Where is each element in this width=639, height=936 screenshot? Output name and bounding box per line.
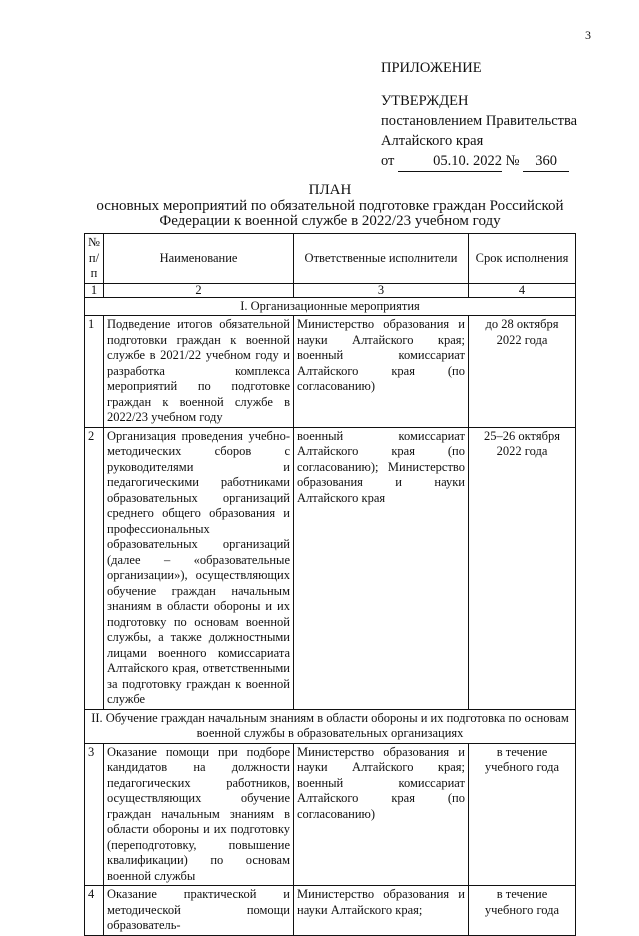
title-line-2: основных мероприятий по обязательной подготовке граждан Российской [96,197,564,214]
table-row [85,427,576,709]
row-term: в течение учебного года [469,886,576,936]
col-number: 2 [104,283,294,297]
section-row [85,709,576,743]
title-line-1: ПЛАН [308,182,352,198]
row-executors: военный комиссариат Алтайского края (по согласованию); Министерство образования и науки Алтайского края [294,427,469,709]
approval-line-2: Алтайского края [381,133,484,149]
header-executors: Ответственные исполнители [294,234,469,284]
row-name: Оказание помощи при подборе кандидатов на должности педагогических работников, осуществляющих обучение граждан начальным знаниям в области обороны и их подготовку (переподготовку, повышение квалификации) по основам военной службы [104,743,294,886]
table-row [85,886,576,936]
row-name: Оказание практической и методической помощи образователь- [104,886,294,936]
row-executors: Министерство образования и науки Алтайского края; военный комиссариат Алтайского края (по согласованию) [294,743,469,886]
column-number-row [85,283,576,297]
row-term: в течение учебного года [469,743,576,886]
appendix-label: ПРИЛОЖЕНИЕ [381,60,482,76]
header-term: Срок исполнения [469,234,576,284]
section-row [85,297,576,316]
table-row [85,743,576,886]
approved-label: УТВЕРЖДЕН [381,93,469,109]
approval-block [381,58,577,172]
row-executors: Министерство образования и науки Алтайского края; военный комиссариат Алтайского края (по согласованию) [294,316,469,428]
table-header-row [85,234,576,284]
page-number: 3 [585,28,591,42]
row-term: до 28 октября 2022 года [469,316,576,428]
row-number: 1 [85,316,104,428]
from-label: от [381,153,395,169]
table-row [85,316,576,428]
decree-number: 360 [523,151,569,172]
title-line-3: Федерации к военной службе в 2022/23 учебном году [159,213,501,229]
row-name: Организация проведения учебно-методических сборов с руководителями и педагогическими работниками образовательных организаций среднего общего образования и профессиональных образовательных организаций (далее – «образовательные организации»), осуществляющих обучение граждан начальным знаниям в области обороны и их подготовку по основам военной службы, а также должностными лицами военного комиссариата Алтайского края, ответственными за подготовку граждан к военной службе [104,427,294,709]
header-number: № п/п [85,234,104,284]
col-number: 1 [85,283,104,297]
plan-table [84,233,576,936]
decree-date: 05.10. 2022 [398,151,502,172]
col-number: 4 [469,283,576,297]
header-name: Наименование [104,234,294,284]
row-term: 25–26 октября 2022 года [469,427,576,709]
section-title: I. Организационные мероприятия [85,297,576,316]
row-number: 3 [85,743,104,886]
section-title: II. Обучение граждан начальным знаниям в области обороны и их подготовка по основам военной службы в образовательных организациях [85,709,576,743]
number-label: № [505,153,520,169]
row-name: Подведение итогов обязательной подготовки граждан к военной службе в 2021/22 учебном году и разработка комплекса мероприятий по подготовке граждан к военной службе в 2022/23 учебном году [104,316,294,428]
col-number: 3 [294,283,469,297]
row-executors: Министерство образования и науки Алтайского края; [294,886,469,936]
approval-line-1: постановлением Правительства [381,113,578,129]
approval-date-line [381,151,577,172]
row-number: 4 [85,886,104,936]
document-title [60,183,600,230]
row-number: 2 [85,427,104,709]
